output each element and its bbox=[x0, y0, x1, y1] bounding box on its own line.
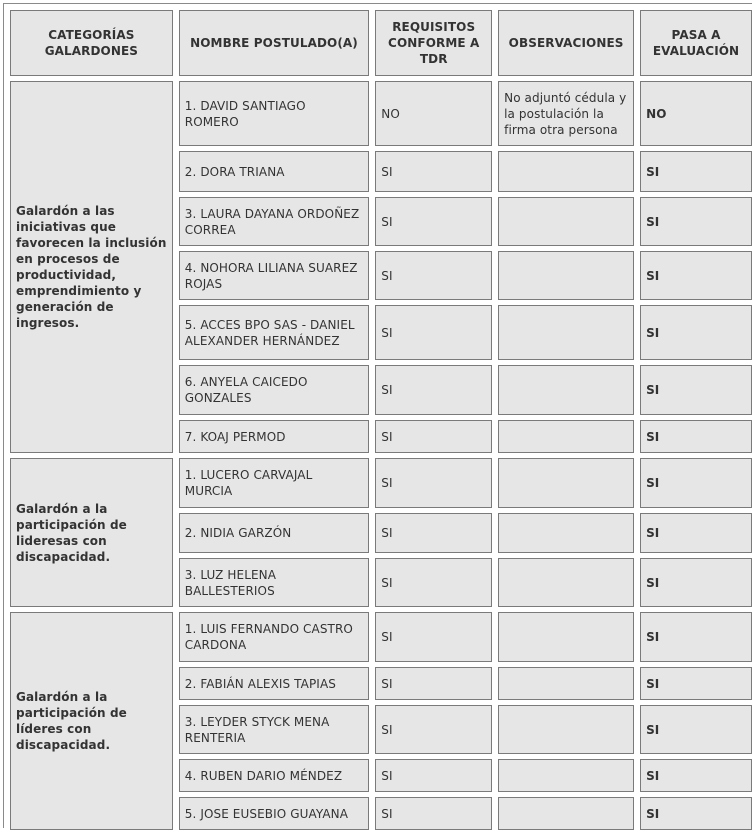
header-row bbox=[10, 10, 752, 76]
nominee-name: 7. KOAJ PERMOD bbox=[179, 420, 370, 453]
table-row bbox=[10, 612, 752, 662]
observaciones-value bbox=[498, 365, 634, 415]
requisitos-value: SI bbox=[375, 667, 492, 700]
observaciones-value bbox=[498, 420, 634, 453]
pasa-value: SI bbox=[640, 458, 752, 508]
table-frame bbox=[3, 3, 752, 828]
nominee-name: 5. ACCES BPO SAS - DANIEL ALEXANDER HERNÁNDEZ bbox=[179, 305, 370, 360]
requisitos-value: SI bbox=[375, 458, 492, 508]
header-nombre: NOMBRE POSTULADO(A) bbox=[179, 10, 370, 76]
nominee-name: 5. JOSE EUSEBIO GUAYANA bbox=[179, 797, 370, 830]
table-row bbox=[10, 458, 752, 508]
pasa-value: SI bbox=[640, 420, 752, 453]
requisitos-value: SI bbox=[375, 251, 492, 300]
observaciones-value bbox=[498, 151, 634, 192]
nominee-name: 1. DAVID SANTIAGO ROMERO bbox=[179, 81, 370, 146]
header-pasa: PASA A EVALUACIÓN bbox=[640, 10, 752, 76]
requisitos-value: SI bbox=[375, 197, 492, 246]
observaciones-value bbox=[498, 667, 634, 700]
observaciones-value bbox=[498, 458, 634, 508]
pasa-value: SI bbox=[640, 365, 752, 415]
nominee-name: 2. NIDIA GARZÓN bbox=[179, 513, 370, 553]
header-observaciones: OBSERVACIONES bbox=[498, 10, 634, 76]
pasa-value: SI bbox=[640, 797, 752, 830]
pasa-value: SI bbox=[640, 667, 752, 700]
table-row bbox=[10, 81, 752, 146]
nominee-name: 1. LUIS FERNANDO CASTRO CARDONA bbox=[179, 612, 370, 662]
observaciones-value bbox=[498, 197, 634, 246]
pasa-value: SI bbox=[640, 251, 752, 300]
nominee-name: 4. RUBEN DARIO MÉNDEZ bbox=[179, 759, 370, 792]
nominee-name: 3. LUZ HELENA BALLESTERIOS bbox=[179, 558, 370, 607]
requisitos-value: SI bbox=[375, 797, 492, 830]
pasa-value: SI bbox=[640, 197, 752, 246]
nominee-name: 2. DORA TRIANA bbox=[179, 151, 370, 192]
pasa-value: SI bbox=[640, 612, 752, 662]
pasa-value: SI bbox=[640, 759, 752, 792]
requisitos-value: SI bbox=[375, 305, 492, 360]
nominee-name: 3. LEYDER STYCK MENA RENTERIA bbox=[179, 705, 370, 754]
requisitos-value: SI bbox=[375, 705, 492, 754]
evaluation-table bbox=[4, 5, 754, 835]
observaciones-value bbox=[498, 759, 634, 792]
requisitos-value: NO bbox=[375, 81, 492, 146]
requisitos-value: SI bbox=[375, 365, 492, 415]
header-requisitos: REQUISITOS CONFORME A TDR bbox=[375, 10, 492, 76]
nominee-name: 3. LAURA DAYANA ORDOÑEZ CORREA bbox=[179, 197, 370, 246]
pasa-value: SI bbox=[640, 513, 752, 553]
requisitos-value: SI bbox=[375, 558, 492, 607]
observaciones-value bbox=[498, 705, 634, 754]
category-cell: Galardón a la participación de líderes con discapacidad. bbox=[10, 612, 173, 830]
requisitos-value: SI bbox=[375, 420, 492, 453]
observaciones-value bbox=[498, 513, 634, 553]
requisitos-value: SI bbox=[375, 151, 492, 192]
nominee-name: 1. LUCERO CARVAJAL MURCIA bbox=[179, 458, 370, 508]
requisitos-value: SI bbox=[375, 759, 492, 792]
pasa-value: SI bbox=[640, 305, 752, 360]
requisitos-value: SI bbox=[375, 513, 492, 553]
observaciones-value bbox=[498, 612, 634, 662]
category-cell: Galardón a las iniciativas que favorecen la inclusión en procesos de productividad, emprendimiento y generación de ingresos. bbox=[10, 81, 173, 453]
observaciones-value bbox=[498, 305, 634, 360]
nominee-name: 2. FABIÁN ALEXIS TAPIAS bbox=[179, 667, 370, 700]
observaciones-value: No adjuntó cédula y la postulación la firma otra persona bbox=[498, 81, 634, 146]
observaciones-value bbox=[498, 797, 634, 830]
header-categorias: CATEGORÍAS GALARDONES bbox=[10, 10, 173, 76]
nominee-name: 6. ANYELA CAICEDO GONZALES bbox=[179, 365, 370, 415]
category-cell: Galardón a la participación de lideresas con discapacidad. bbox=[10, 458, 173, 607]
pasa-value: NO bbox=[640, 81, 752, 146]
requisitos-value: SI bbox=[375, 612, 492, 662]
pasa-value: SI bbox=[640, 558, 752, 607]
pasa-value: SI bbox=[640, 151, 752, 192]
observaciones-value bbox=[498, 558, 634, 607]
pasa-value: SI bbox=[640, 705, 752, 754]
observaciones-value bbox=[498, 251, 634, 300]
nominee-name: 4. NOHORA LILIANA SUAREZ ROJAS bbox=[179, 251, 370, 300]
